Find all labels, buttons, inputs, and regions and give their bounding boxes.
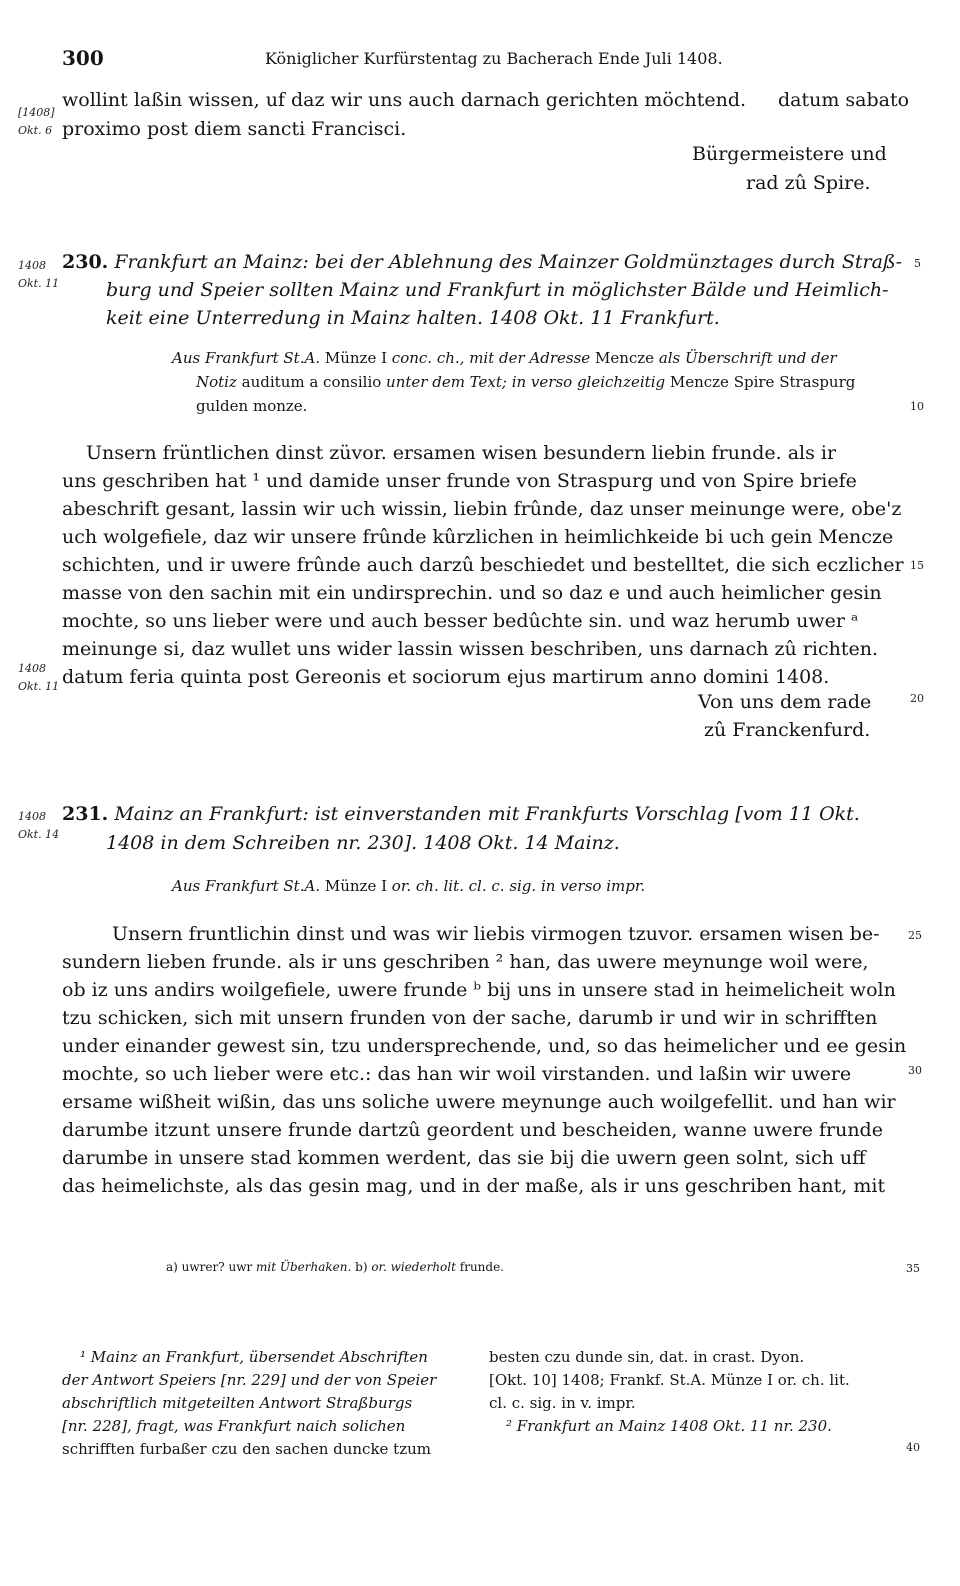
text-line: darumbe itzunt unsere frunde dartzû geordent und bescheiden, wanne uwere frunde <box>62 1119 883 1141</box>
signature-line: rad zû Spire. <box>746 172 871 194</box>
margin-date-day: Okt. 6 <box>18 124 53 137</box>
text-line: tzu schicken, sich mit unsern frunden von der sache, darumb ir und wir in schrifften <box>62 1007 878 1029</box>
text-line: Unsern fruntlichin dinst und was wir liebis virmogen tzuvor. ersamen wisen be- <box>112 923 880 945</box>
text-line: proximo post diem sancti Francisci. <box>62 118 407 140</box>
source-text: or. ch. lit. cl. c. sig. in verso impr. <box>391 877 646 895</box>
margin-date-day: Okt. 11 <box>18 680 60 693</box>
line-number: 10 <box>910 400 924 413</box>
document-number: 230. <box>62 251 109 273</box>
source-text: Mencze Spire Straspurg <box>665 373 856 391</box>
text-line: under einander gewest sin, tzu undersprechende, und, so das heimelicher und ee gesin <box>62 1035 907 1057</box>
signature-line: zû Franckenfurd. <box>704 719 871 741</box>
text-line: darumbe in unsere stad kommen werdent, das sie bij die uwern geen solnt, sich uff <box>62 1147 866 1169</box>
line-number: 20 <box>910 692 924 705</box>
footnote-line: cl. c. sig. in v. impr. <box>489 1394 636 1412</box>
source-text: Münze I <box>320 877 392 895</box>
heading-line: Frankfurt an Mainz: bei der Ablehnung des Mainzer Goldmünztages durch Straß- <box>114 251 903 273</box>
source-text: als Überschrift und der <box>658 349 837 367</box>
source-text: Mencze <box>590 349 659 367</box>
source-text: Münze I <box>320 349 392 367</box>
heading-line: keit eine Unterredung in Mainz halten. 1408 Okt. 11 Frankfurt. <box>106 307 720 329</box>
heading-line: burg und Speier sollten Mainz und Frankfurt in möglichster Bälde und Heimlich- <box>106 279 889 301</box>
footnote-line: der Antwort Speiers [nr. 229] und der von Speier <box>62 1371 437 1389</box>
text-line: ob iz uns andirs woilgefiele, uwere frunde ᵇ bij uns in unsere stad in heimelicheit woln <box>62 979 896 1001</box>
source-text: unter dem Text; in verso gleichzeitig <box>386 373 666 391</box>
margin-date-year: 1408 <box>18 662 46 675</box>
running-head: Königlicher Kurfürstentag zu Bacherach Ende Juli 1408. <box>265 49 723 68</box>
signature-line: Bürgermeistere und <box>692 143 887 165</box>
source-text: conc. ch., mit der Adresse <box>391 349 591 367</box>
line-number: 5 <box>914 257 921 270</box>
margin-date-day: Okt. 14 <box>18 828 60 841</box>
source-text: auditum a consilio <box>236 373 387 391</box>
footnote-line: schrifften furbaßer czu den sachen duncke tzum <box>62 1440 432 1458</box>
line-number: 40 <box>906 1441 920 1454</box>
text-line: Unsern früntlichen dinst züvor. ersamen wisen besundern liebin frunde. als ir <box>86 442 837 464</box>
footnote-line: abschriftlich mitgeteilten Antwort Straßburgs <box>62 1394 413 1412</box>
line-number: 30 <box>908 1064 922 1077</box>
source-note: gulden monze. <box>196 397 308 415</box>
footnote-line: [Okt. 10] 1408; Frankf. St.A. Münze I or. ch. lit. <box>489 1371 850 1389</box>
document-number: 231. <box>62 803 109 825</box>
signature-line: Von uns dem rade <box>698 691 872 713</box>
variant-text: b) <box>351 1260 372 1274</box>
text-line: meinunge si, daz wullet uns wider lassin wissen beschriben, uns darnach zû richten. <box>62 638 878 660</box>
source-note <box>172 346 837 370</box>
footnote-line: [nr. 228], fragt, was Frankfurt naich solichen <box>62 1417 406 1435</box>
footnote-line: ¹ Mainz an Frankfurt, übersendet Abschriften <box>80 1348 428 1366</box>
heading-line: 1408 in dem Schreiben nr. 230]. 1408 Okt. 14 Mainz. <box>106 832 620 854</box>
variant-text: or. wiederholt <box>371 1260 456 1274</box>
source-text: Notiz <box>196 373 237 391</box>
footnote-line: ² Frankfurt an Mainz 1408 Okt. 11 nr. 230. <box>506 1417 832 1435</box>
line-number: 35 <box>906 1262 920 1275</box>
margin-date-year: 1408 <box>18 810 46 823</box>
variant-text: frunde. <box>455 1260 504 1274</box>
text-line: uns geschriben hat ¹ und damide unser frunde von Straspurg und von Spire briefe <box>62 470 857 492</box>
text-line: datum feria quinta post Gereonis et sociorum ejus martirum anno domini 1408. <box>62 666 830 688</box>
source-text: Aus Frankfurt St.A. <box>172 877 321 895</box>
text-line: datum sabato <box>778 89 910 111</box>
text-line: das heimelichste, als das gesin mag, und in der maße, als ir uns geschriben hant, mit <box>62 1175 886 1197</box>
text-line: uch wolgefiele, daz wir unsere frûnde kûrzlichen in heimlichkeide bi uch gein Mencze <box>62 526 894 548</box>
text-line: masse von den sachin mit ein undirsprechin. und so daz e und auch heimlicher gesin <box>62 582 882 604</box>
margin-date-day: Okt. 11 <box>18 277 60 290</box>
variant-notes <box>166 1260 504 1274</box>
variant-text: mit Überhaken. <box>256 1260 352 1274</box>
heading-line: Mainz an Frankfurt: ist einverstanden mit Frankfurts Vorschlag [vom 11 Okt. <box>114 803 860 825</box>
text-line: sundern lieben frunde. als ir uns geschriben ² han, das uwere meynunge woil were, <box>62 951 869 973</box>
document-heading <box>62 800 860 828</box>
text-line: mochte, so uns lieber were und auch besser bedûchte sin. und waz herumb uwer ᵃ <box>62 610 859 632</box>
line-number: 25 <box>908 929 922 942</box>
footnote-line: besten czu dunde sin, dat. in crast. Dyon. <box>489 1348 805 1366</box>
page-number: 300 <box>62 46 104 70</box>
text-line: wollint laßin wissen, uf daz wir uns auch darnach gerichten möchtend. <box>62 89 747 111</box>
text-line: schichten, und ir uwere frûnde auch darzû beschiedet und bestelltet, die sich eczlicher <box>62 554 904 576</box>
margin-date-year: 1408 <box>18 259 46 272</box>
text-line: ersame wißheit wißin, das uns soliche uwere meynunge auch woilgefellit. und han wir <box>62 1091 896 1113</box>
text-line: abeschrift gesant, lassin wir uch wissin, liebin frûnde, daz unser meinunge were, obe'z <box>62 498 902 520</box>
text-line: mochte, so uch lieber were etc.: das han wir woil virstanden. und laßin wir uwere <box>62 1063 852 1085</box>
source-note <box>196 370 855 394</box>
line-number: 15 <box>910 559 924 572</box>
margin-date-year: [1408] <box>18 106 55 119</box>
source-note <box>172 874 645 898</box>
variant-text: a) uwrer? uwr <box>166 1260 257 1274</box>
source-text: Aus Frankfurt St.A. <box>172 349 321 367</box>
document-heading <box>62 248 902 276</box>
